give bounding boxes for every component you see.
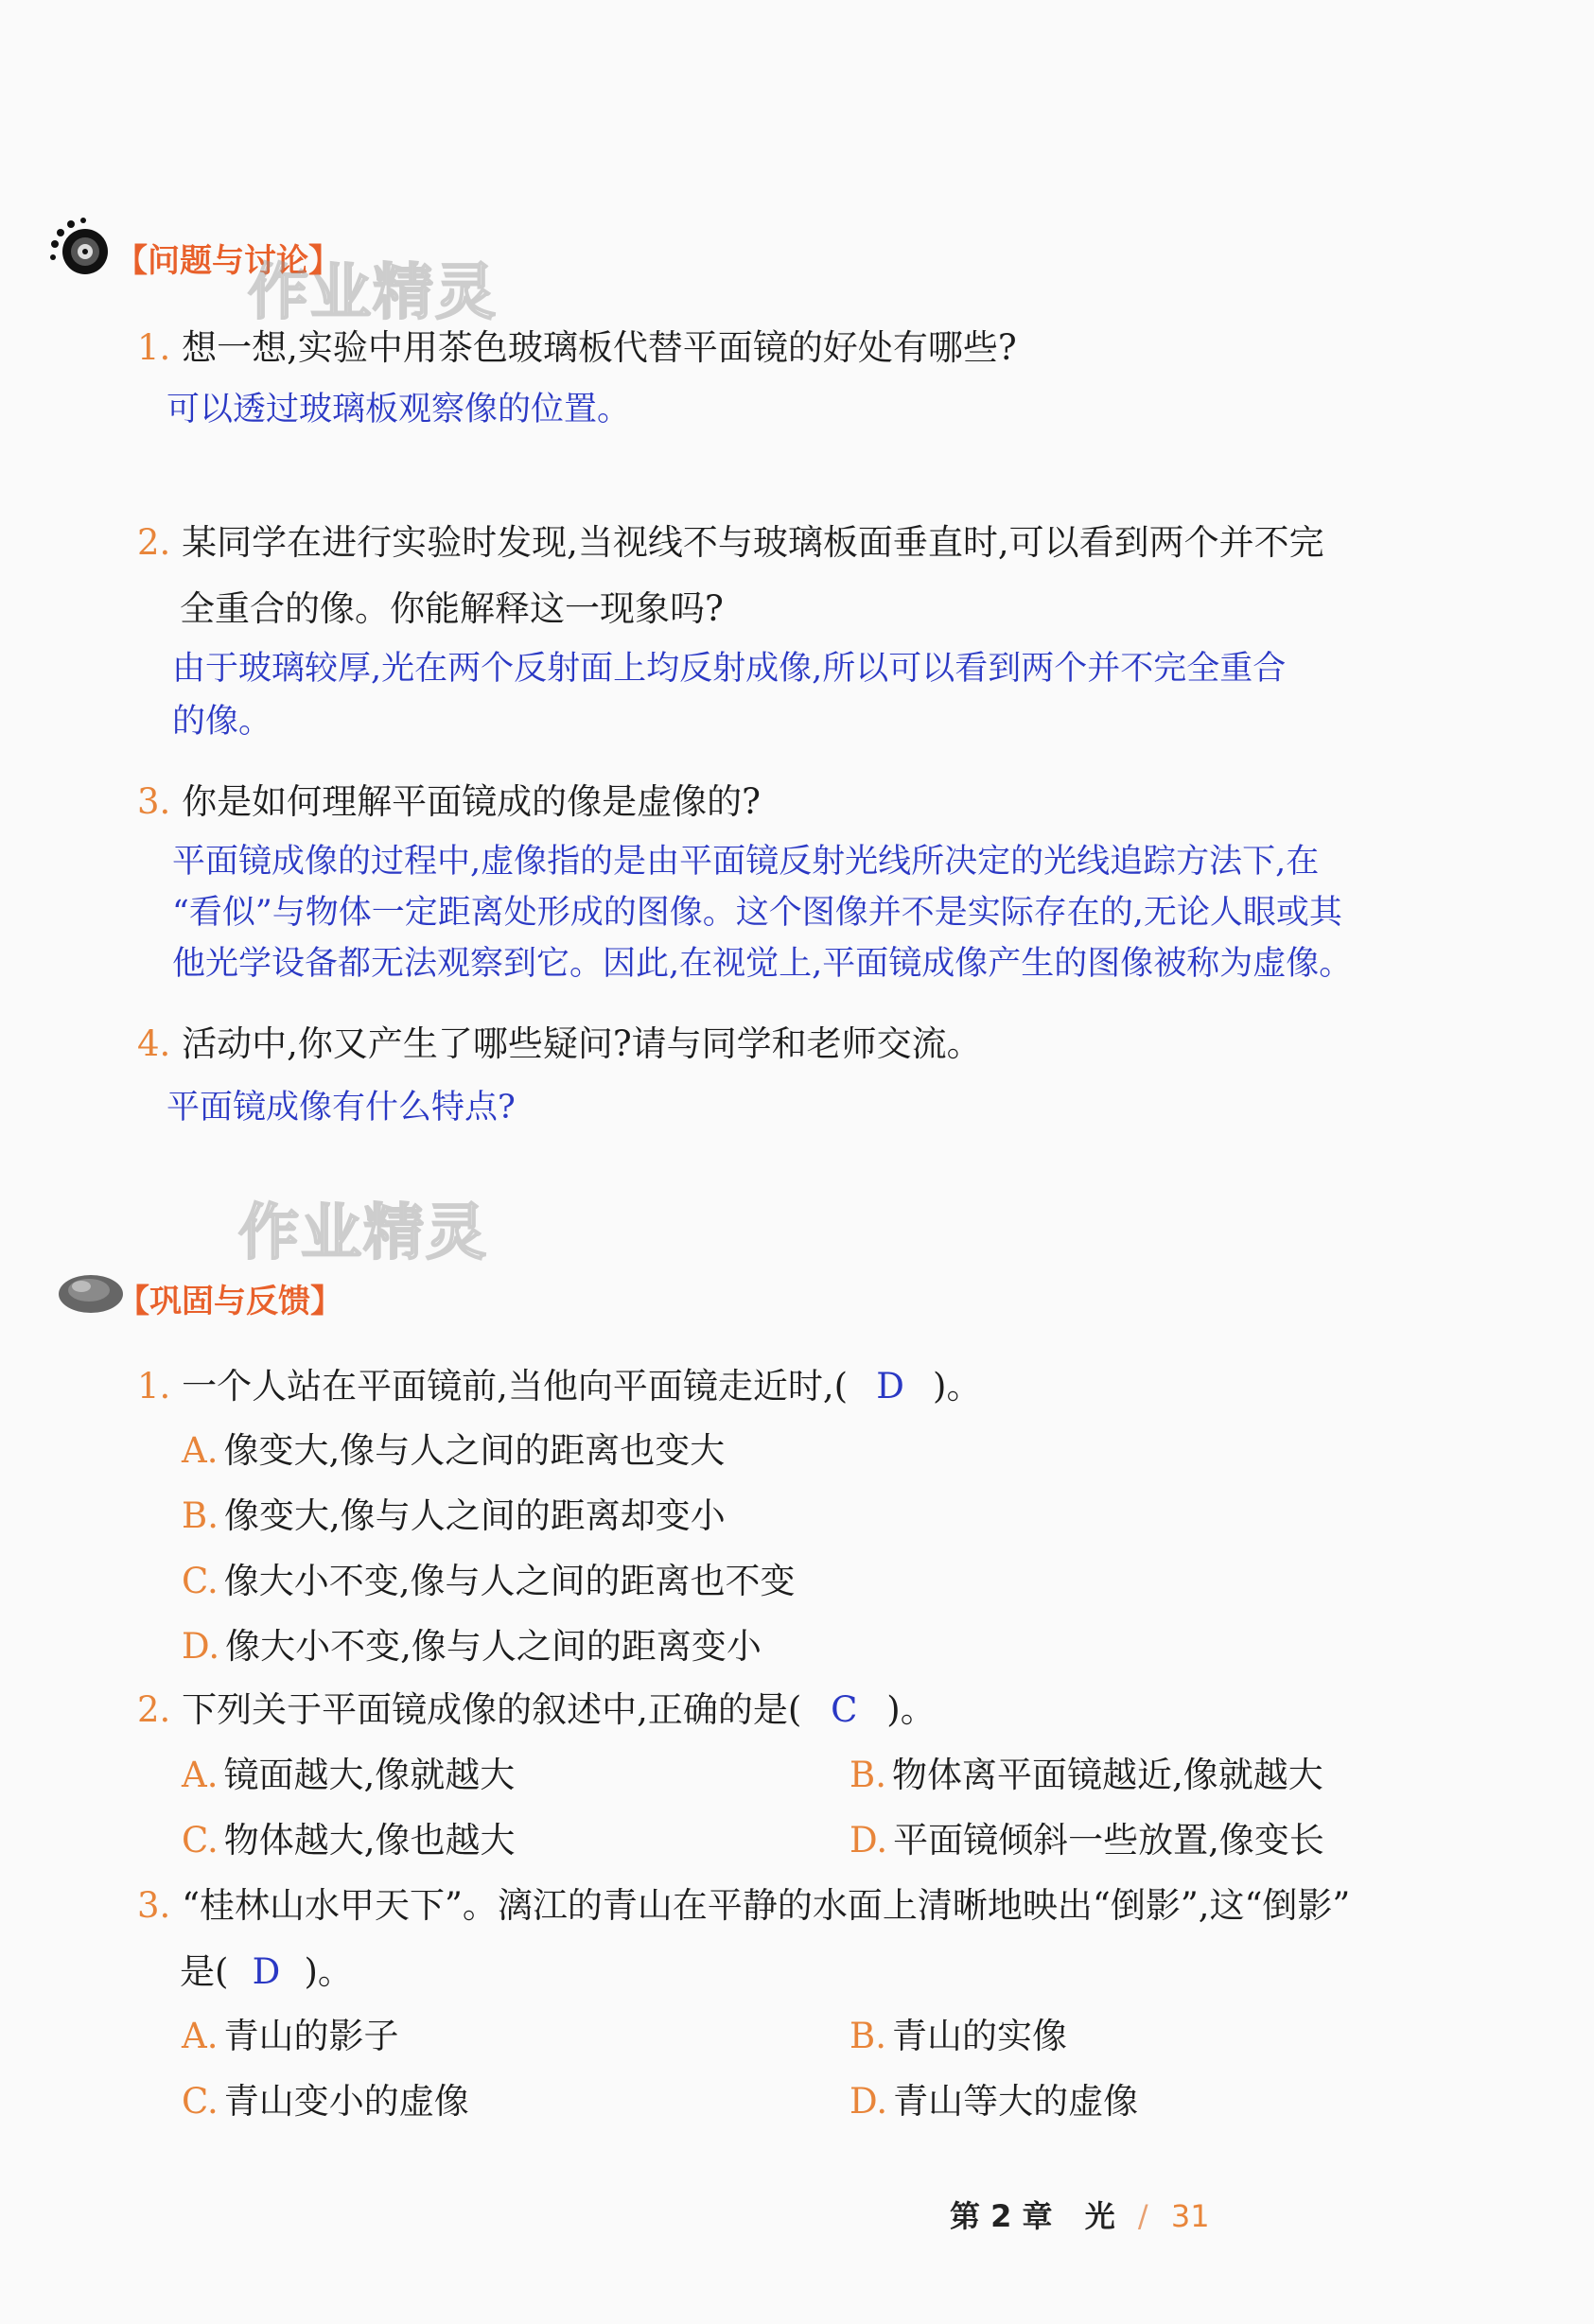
option-d xyxy=(182,1626,762,1668)
option-letter: D. xyxy=(850,2081,888,2122)
option-text: 青山的实像 xyxy=(891,2016,1067,2056)
question-1 xyxy=(137,327,1017,369)
answer-3-line-3: 他光学设备都无法观察到它。因此,在视觉上,平面镜成像产生的图像被称为虚像。 xyxy=(172,945,1353,983)
answer-choice: C xyxy=(831,1689,858,1730)
option-a xyxy=(182,1430,725,1472)
answer-2-line-2: 的像。 xyxy=(172,703,272,741)
chapter-title: 光 xyxy=(1084,2198,1115,2234)
question-stem: 是( xyxy=(180,1951,229,1992)
question-stem: 一个人站在平面镜前,当他向平面镜走近时,( xyxy=(182,1366,849,1407)
option-text: 镜面越大,像就越大 xyxy=(223,1755,516,1795)
answer-3-line-1: 平面镜成像的过程中,虚像指的是由平面镜反射光线所决定的光线追踪方法下,在 xyxy=(172,843,1320,881)
question-text: 你是如何理解平面镜成的像是虚像的? xyxy=(182,781,761,822)
page-footer xyxy=(950,2193,1210,2236)
question-text: 活动中,你又产生了哪些疑问?请与同学和老师交流。 xyxy=(182,1023,982,1064)
chapter-number: 第 2 章 xyxy=(950,2198,1053,2234)
option-c xyxy=(182,1820,516,1861)
answer-choice: D xyxy=(252,1951,281,1992)
option-c xyxy=(182,2081,469,2123)
mcq-3-line-2 xyxy=(180,1951,353,1993)
question-text: 某同学在进行实验时发现,当视线不与玻璃板面垂直时,可以看到两个并不完 xyxy=(182,522,1324,563)
option-text: 像变大,像与人之间的距离也变大 xyxy=(223,1430,726,1471)
option-text: 物体离平面镜越近,像就越大 xyxy=(891,1755,1323,1795)
option-text: 物体越大,像也越大 xyxy=(223,1820,516,1861)
question-text: 想一想,实验中用茶色玻璃板代替平面镜的好处有哪些? xyxy=(182,327,1017,368)
question-stem: 下列关于平面镜成像的叙述中,正确的是( xyxy=(182,1689,802,1730)
option-letter: A. xyxy=(182,2016,219,2056)
question-stem-end: )。 xyxy=(933,1366,982,1407)
section-title-feedback: 【巩固与反馈】 xyxy=(117,1283,342,1320)
answer-4: 平面镜成像有什么特点? xyxy=(166,1089,516,1127)
option-text: 青山的影子 xyxy=(223,2016,399,2056)
answer-2-line-1: 由于玻璃较厚,光在两个反射面上均反射成像,所以可以看到两个并不完全重合 xyxy=(172,650,1287,688)
option-text: 像大小不变,像与人之间的距离也不变 xyxy=(223,1561,796,1601)
question-number: 3. xyxy=(137,781,171,822)
option-a xyxy=(182,2016,398,2057)
option-d xyxy=(850,1820,1324,1861)
answer-1: 可以透过玻璃板观察像的位置。 xyxy=(166,391,631,428)
watermark: 作业精灵 xyxy=(238,1198,488,1268)
option-letter: B. xyxy=(850,2016,886,2056)
question-2-line-2: 全重合的像。你能解释这一现象吗? xyxy=(180,588,724,629)
option-letter: A. xyxy=(182,1755,219,1795)
question-3 xyxy=(137,781,761,823)
question-number: 1. xyxy=(137,1366,171,1407)
mcq-3 xyxy=(137,1885,1350,1927)
option-text: 像大小不变,像与人之间的距离变小 xyxy=(225,1626,762,1667)
page-number: 31 xyxy=(1170,2198,1210,2234)
option-b xyxy=(182,1495,726,1537)
answer-3-line-2: “看似”与物体一定距离处形成的图像。这个图像并不是实际存在的,无论人眼或其 xyxy=(172,894,1342,932)
option-b xyxy=(850,2016,1067,2057)
watermark: 作业精灵 xyxy=(248,258,498,328)
question-number: 1. xyxy=(137,327,171,368)
question-number: 2. xyxy=(137,1689,171,1730)
option-letter: C. xyxy=(182,2081,219,2122)
question-number: 4. xyxy=(137,1023,171,1064)
option-b xyxy=(850,1755,1323,1796)
mcq-2 xyxy=(137,1689,936,1731)
question-stem-end: )。 xyxy=(304,1951,353,1992)
option-letter: C. xyxy=(182,1561,219,1601)
question-2 xyxy=(137,522,1324,564)
question-number: 2. xyxy=(137,522,171,563)
option-text: 像变大,像与人之间的距离却变小 xyxy=(223,1495,726,1536)
question-4 xyxy=(137,1023,982,1065)
question-stem: “桂林山水甲天下”。漓江的青山在平静的水面上清晰地映出“倒影”,这“倒影” xyxy=(182,1885,1351,1926)
answer-choice: D xyxy=(876,1366,904,1407)
discussion-icon xyxy=(45,216,121,282)
question-stem-end: )。 xyxy=(886,1689,936,1730)
mcq-1 xyxy=(137,1366,981,1407)
option-letter: D. xyxy=(182,1626,220,1667)
option-text: 青山变小的虚像 xyxy=(223,2081,469,2122)
option-d xyxy=(850,2081,1138,2123)
footer-divider: / xyxy=(1137,2198,1148,2234)
option-letter: B. xyxy=(850,1755,886,1795)
option-letter: A. xyxy=(182,1430,219,1471)
question-number: 3. xyxy=(137,1885,171,1926)
option-text: 平面镜倾斜一些放置,像变长 xyxy=(893,1820,1324,1861)
section-title-discussion: 【问题与讨论】 xyxy=(115,242,341,280)
option-a xyxy=(182,1755,515,1796)
option-letter: C. xyxy=(182,1820,219,1861)
option-text: 青山等大的虚像 xyxy=(893,2081,1139,2122)
option-c xyxy=(182,1561,796,1602)
option-letter: B. xyxy=(182,1495,219,1536)
option-letter: D. xyxy=(850,1820,888,1861)
